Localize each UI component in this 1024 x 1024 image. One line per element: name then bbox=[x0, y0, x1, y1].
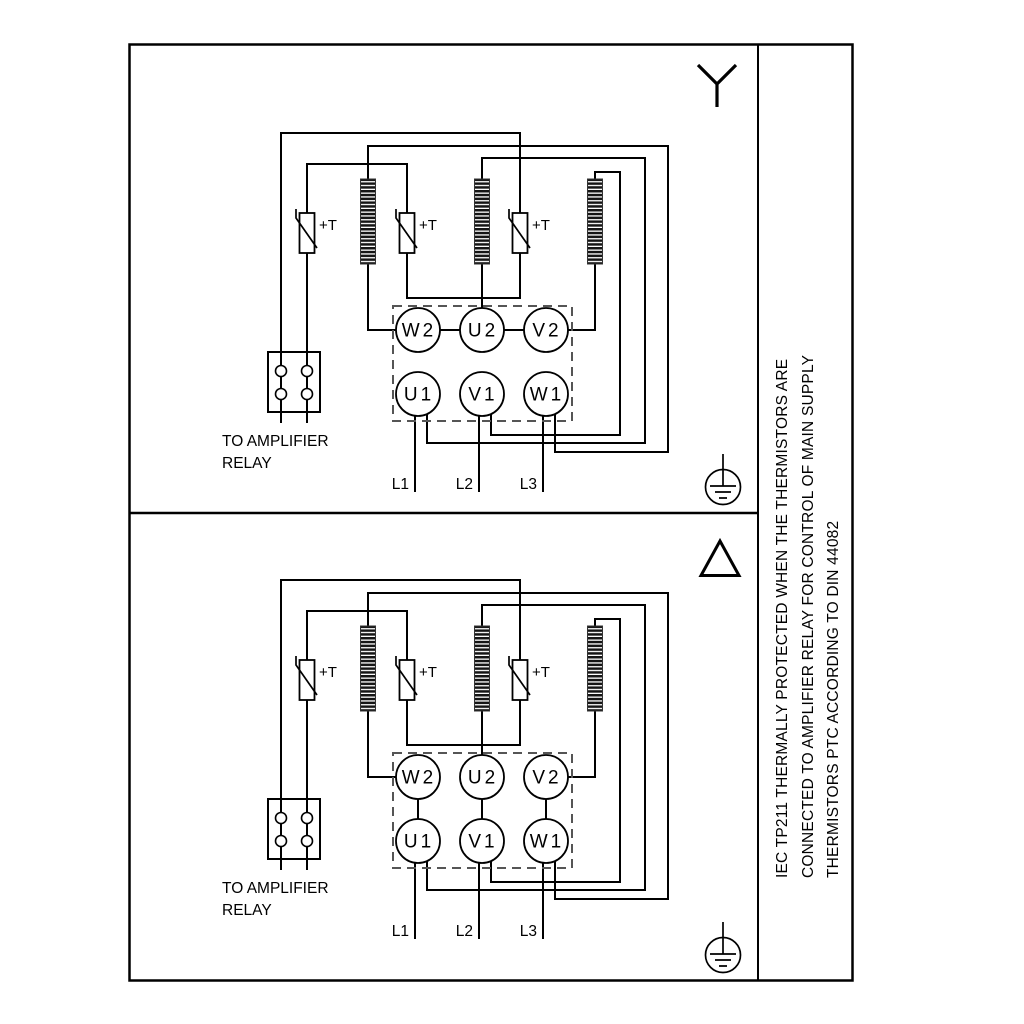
terminal-label-u1: U1 bbox=[403, 384, 435, 406]
terminal-label-u2: U2 bbox=[467, 320, 499, 342]
supply-label-l1: L1 bbox=[391, 476, 409, 493]
earth-icon bbox=[706, 454, 741, 505]
thermistor-label: +T bbox=[419, 217, 437, 234]
thermistor-label: +T bbox=[532, 664, 550, 681]
thermistor-label: +T bbox=[319, 664, 337, 681]
side-note-line-2: CONNECTED TO AMPLIFIER RELAY FOR CONTROL OF MAIN SUPPLY bbox=[799, 354, 817, 878]
terminal-label-v2: V2 bbox=[532, 767, 562, 789]
relay-caption-line1: TO AMPLIFIER bbox=[222, 880, 329, 897]
delta-bridge-links bbox=[418, 799, 546, 819]
supply-label-l1: L1 bbox=[391, 923, 409, 940]
terminal-label-u2: U2 bbox=[467, 767, 499, 789]
star-symbol-icon bbox=[698, 65, 736, 107]
terminal-label-w2: W2 bbox=[401, 767, 437, 789]
thermistor-label: +T bbox=[532, 217, 550, 234]
terminal-label-v2: V2 bbox=[532, 320, 562, 342]
terminal-label-w1: W1 bbox=[529, 384, 565, 406]
relay-caption-line2: RELAY bbox=[222, 455, 272, 472]
side-note-line-3: THERMISTORS PTC ACCORDING TO DIN 44082 bbox=[825, 520, 842, 878]
side-note bbox=[770, 354, 847, 878]
thermistor-label: +T bbox=[319, 217, 337, 234]
terminal-label-v1: V1 bbox=[468, 831, 498, 853]
supply-label-l2: L2 bbox=[455, 476, 473, 493]
side-note-line-1: IEC TP211 THERMALLY PROTECTED WHEN THE THERMISTORS ARE bbox=[774, 358, 791, 878]
panel-delta bbox=[222, 541, 741, 973]
relay-caption-line1: TO AMPLIFIER bbox=[222, 433, 329, 450]
terminal-label-w2: W2 bbox=[401, 320, 437, 342]
terminal-label-u1: U1 bbox=[403, 831, 435, 853]
earth-icon bbox=[706, 922, 741, 973]
terminal-label-w1: W1 bbox=[529, 831, 565, 853]
panel-star bbox=[222, 65, 741, 505]
terminal-label-v1: V1 bbox=[468, 384, 498, 406]
thermistor-label: +T bbox=[419, 664, 437, 681]
supply-label-l3: L3 bbox=[519, 923, 537, 940]
relay-caption-line2: RELAY bbox=[222, 902, 272, 919]
supply-label-l2: L2 bbox=[455, 923, 473, 940]
supply-label-l3: L3 bbox=[519, 476, 537, 493]
delta-symbol-icon bbox=[701, 541, 739, 576]
